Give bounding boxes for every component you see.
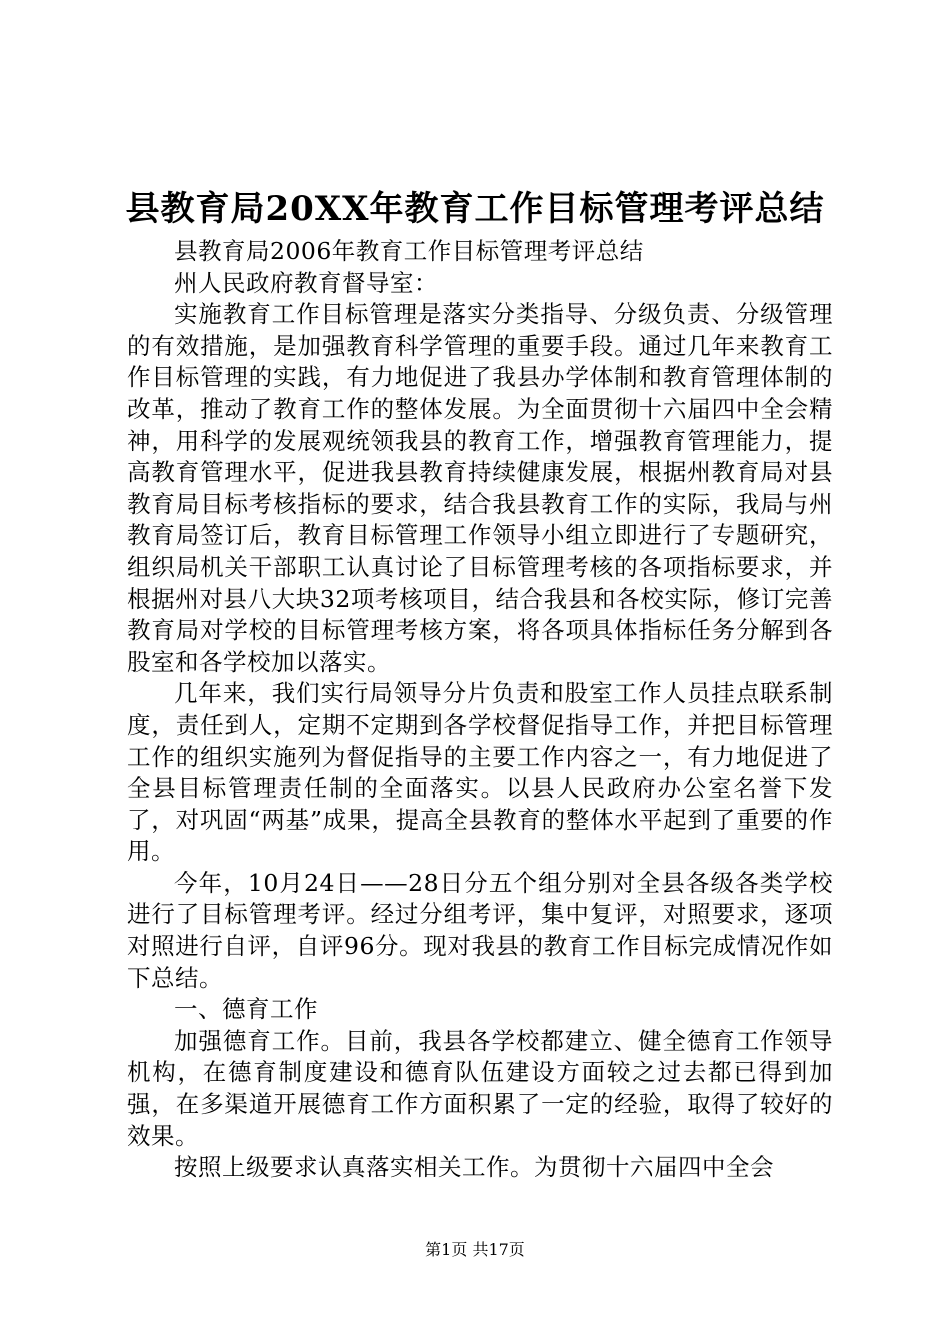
paragraph-addressee: 州人民政府教育督导室： <box>174 268 438 297</box>
section-heading-moral-education: 一、德育工作 <box>174 995 318 1024</box>
paragraph-subtitle: 县教育局2006年教育工作目标管理考评总结 <box>174 237 644 265</box>
paragraph-years: 几年来，我们实行局领导分片负责和股室工作人员挂点联系制度，责任到人，定期不定期到各学校督促指导工作，并把目标管理工作的组织实施列为督促指导的主要工作内容之一，有力地促进了全县目标管理责任制的全面落实。以县人民政府办公室名誉下发了，对巩固“两基”成果，提高全县教育的整体水平起到了重要的作用。 <box>127 679 833 866</box>
paragraph-intro: 实施教育工作目标管理是落实分类指导、分级负责、分级管理的有效措施，是加强教育科学管理的重要手段。通过几年来教育工作目标管理的实践，有力地促进了我县办学体制和教育管理体制的改革，推动了教育工作的整体发展。为全面贯彻十六届四中全会精神，用科学的发展观统领我县的教育工作，增强教育管理能力，提高教育管理水平，促进我县教育持续健康发展，根据州教育局对县教育局目标考核指标的要求，结合我县教育工作的实际，我局与州教育局签订后，教育目标管理工作领导小组立即进行了专题研究，组织局机关干部职工认真讨论了目标管理考核的各项指标要求，并根据州对县八大块32项考核项目，结合我县和各校实际，修订完善教育局对学校的目标管理考核方案，将各项具体指标任务分解到各股室和各学校加以落实。 <box>127 300 833 676</box>
document-title: 县教育局20XX年教育工作目标管理考评总结 <box>125 189 825 229</box>
page-footer: 第1页 共17页 <box>425 1240 525 1259</box>
paragraph-moral-education: 加强德育工作。目前，我县各学校都建立、健全德育工作领导机构，在德育制度建设和德育队伍建设方面较之过去都已得到加强，在多渠道开展德育工作方面积累了一定的经验，取得了较好的效果。 <box>127 1026 833 1150</box>
paragraph-requirements: 按照上级要求认真落实相关工作。为贯彻十六届四中全会 <box>174 1153 774 1182</box>
paragraph-evaluation: 今年，10月24日——28日分五个组分别对全县各级各类学校进行了目标管理考评。经过分组考评，集中复评，对照要求，逐项对照进行自评，自评96分。现对我县的教育工作目标完成情况作如下总结。 <box>127 868 833 992</box>
document-body <box>127 236 833 1184</box>
